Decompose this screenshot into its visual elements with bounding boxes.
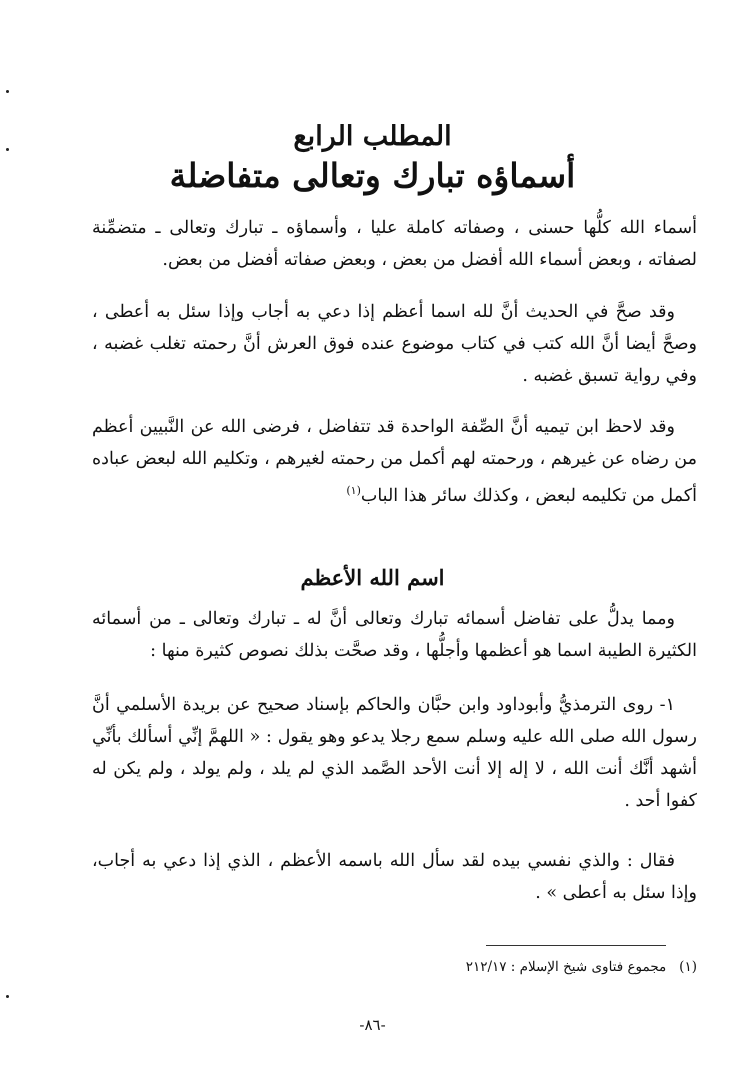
- section-label: المطلب الرابع: [293, 121, 452, 152]
- paragraph-1: [92, 212, 697, 276]
- scan-speck: [6, 148, 9, 151]
- scan-speck: [6, 995, 9, 998]
- section-title: أسماؤه تبارك وتعالى متفاضلة: [169, 156, 576, 195]
- paragraph-6-text: فقال : والذي نفسي بيده لقد سأل الله باسمه الأعظم ، الذي إذا دعي به أجاب، وإذا سئل به أعطى » .: [92, 851, 697, 903]
- scan-speck: [6, 90, 9, 93]
- paragraph-2: [92, 296, 697, 392]
- paragraph-5-text: ١- روى الترمذيُّ وأبوداود وابن حبَّان والحاكم بإسناد صحيح عن بريدة الأسلمي أنَّ رسول الله صلى الله عليه وسلم سمع رجلا يدعو وهو يقول : « اللهمَّ إنِّي أسألك بأنِّي أشهد أنَّك أنت الله ، لا إله إلا أنت الأحد الصَّمد الذي لم يلد ، ولم يولد ، ولم يكن له كفوا أحد .: [92, 695, 697, 811]
- paragraph-2-text: وقد صحَّ في الحديث أنَّ لله اسما أعظم إذا دعي به أجاب وإذا سئل به أعطى ، وصحَّ أيضا أنَّ الله كتب في كتاب موضوع عنده فوق العرش أنَّ رحمته تغلب غضبه ، وفي رواية تسبق غضبه .: [92, 302, 697, 386]
- footnote: [92, 956, 697, 978]
- footnote-number: (١): [679, 959, 697, 975]
- footnote-reference[interactable]: (١): [346, 484, 361, 497]
- title-block: [0, 120, 745, 198]
- paragraph-4: [92, 603, 697, 667]
- paragraph-6: [92, 845, 697, 909]
- page-number: -٨٦-: [359, 1016, 386, 1034]
- paragraph-4-text: ومما يدلُّ على تفاضل أسمائه تبارك وتعالى أنَّ له ـ تبارك وتعالى ـ من أسمائه الكثيرة الطيبة اسما هو أعظمها وأجلُّها ، وقد صحَّت بذلك نصوص كثيرة منها :: [92, 609, 697, 661]
- footnote-divider: [486, 945, 666, 946]
- footnote-text: مجموع فتاوى شيخ الإسلام : ٢١٢/١٧: [465, 959, 667, 975]
- paragraph-5: [92, 689, 697, 817]
- paragraph-3-text: وقد لاحظ ابن تيميه أنَّ الصِّفة الواحدة قد تتفاضل ، فرضى الله عن النَّبيين أعظم من رضاه عن غيرهم ، ورحمته لهم أكمل من رحمته لغيرهم ، وتكليم الله لبعض عباده أكمل من تكليمه لبعض ، وكذلك سائر هذا الباب: [92, 417, 697, 506]
- paragraph-3-container: [92, 411, 697, 512]
- subheading: اسم الله الأعظم: [300, 565, 445, 590]
- paragraph-1-text: أسماء الله كلُّها حسنى ، وصفاته كاملة عليا ، وأسماؤه ـ تبارك وتعالى ـ متضمِّنة لصفاته ، وبعض أسماء الله أفضل من بعض ، وبعض صفاته أفضل من بعض.: [92, 218, 697, 270]
- paragraph-3: [92, 411, 697, 512]
